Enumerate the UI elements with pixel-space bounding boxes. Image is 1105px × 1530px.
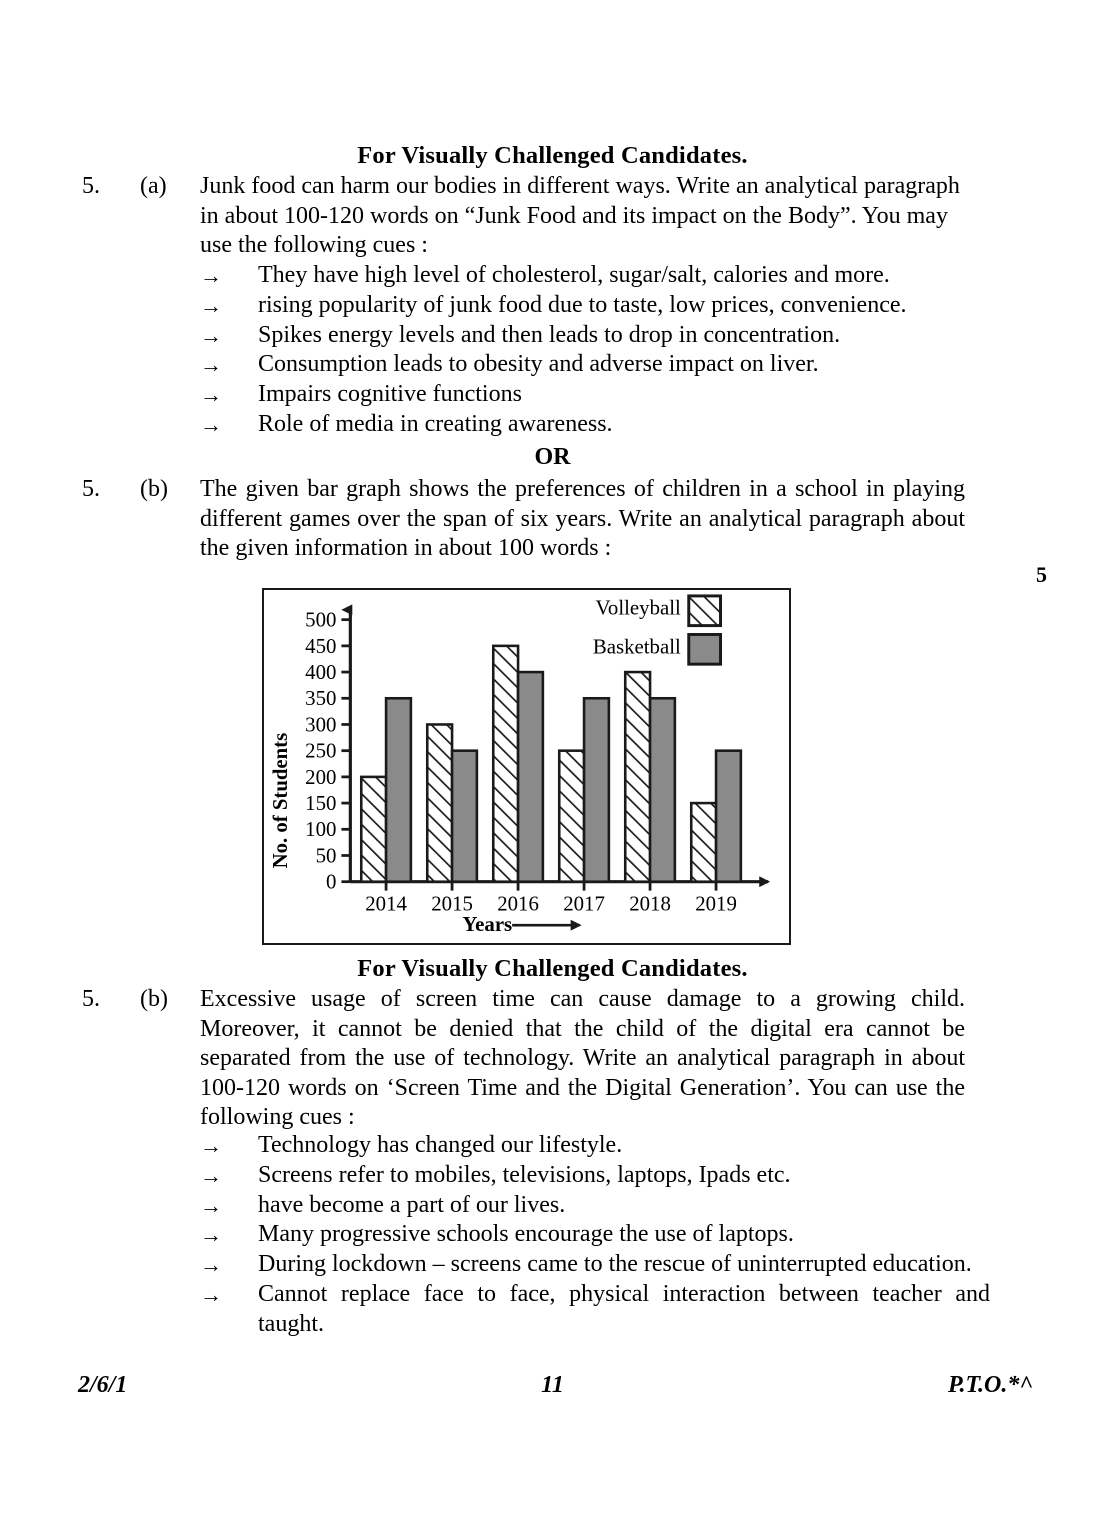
list-item-label: Impairs cognitive functions xyxy=(258,381,522,408)
vc-heading-top: For Visually Challenged Candidates. xyxy=(357,142,748,169)
list-item xyxy=(200,410,990,440)
bar-basketball-2017 xyxy=(584,698,609,881)
list-item-label: rising popularity of junk food due to taste, low prices, convenience. xyxy=(258,291,907,318)
y-tick-label: 200 xyxy=(305,765,337,789)
arrow-icon: → xyxy=(200,1133,222,1158)
x-tick-label: 2019 xyxy=(695,892,737,916)
page-footer xyxy=(0,1372,1105,1412)
footer-page-number: 11 xyxy=(541,1372,564,1398)
arrow-icon: → xyxy=(200,352,222,378)
y-tick-label: 400 xyxy=(305,661,337,684)
bar-basketball-2016 xyxy=(518,672,543,882)
list-item xyxy=(200,321,990,351)
question-5a xyxy=(0,172,1105,261)
question-5b-vc-number: 5. xyxy=(82,986,100,1012)
arrow-icon: → xyxy=(200,382,222,408)
question-5b-vc-text: Excessive usage of screen time can cause damage to a growing child. Moreover, it cannot be denied that the child of the digital era cannot be separated from the use of technology. Write an analytical paragraph in about 100-120 words on ‘Screen Time and the Digital Generation’. You can use the following cues : xyxy=(200,986,965,1130)
list-item-label: Screens refer to mobiles, televisions, laptops, Ipads etc. xyxy=(258,1161,791,1188)
list-item xyxy=(200,380,990,410)
x-tick-label: 2017 xyxy=(563,892,605,916)
y-tick-label: 350 xyxy=(305,687,337,711)
list-item xyxy=(200,1250,990,1280)
arrow-icon: → xyxy=(200,263,222,288)
bar-basketball-2014 xyxy=(386,698,411,881)
vc-heading-bottom: For Visually Challenged Candidates. xyxy=(357,955,748,982)
question-5b-vc-cue-list xyxy=(200,1131,990,1340)
list-item-label: Technology has changed our lifestyle. xyxy=(258,1132,623,1158)
arrow-icon: → xyxy=(200,1252,222,1278)
list-item-label: Role of media in creating awareness. xyxy=(258,410,613,437)
bar-volleyball-2014 xyxy=(361,777,386,882)
question-5b-graph xyxy=(0,475,1105,587)
question-5b-vc xyxy=(0,985,1105,1133)
arrow-icon: → xyxy=(200,292,222,318)
legend-label-volleyball: Volleyball xyxy=(595,596,681,620)
question-5b-graph-part: (b) xyxy=(140,476,168,502)
y-tick-label: 500 xyxy=(305,608,337,632)
question-5a-cue-list xyxy=(200,261,990,440)
list-item-label: Cannot replace face to face, physical interaction between teacher and taught. xyxy=(258,1280,990,1337)
or-divider-label: OR xyxy=(534,444,571,470)
list-item xyxy=(200,261,990,291)
y-axis-ticks xyxy=(305,609,350,894)
list-item xyxy=(200,1280,990,1340)
bar-volleyball-2017 xyxy=(559,751,584,882)
legend-swatch-basketball xyxy=(689,634,721,664)
arrow-icon: → xyxy=(200,1222,222,1248)
list-item-label: have become a part of our lives. xyxy=(258,1191,566,1218)
bar-basketball-2018 xyxy=(650,698,675,881)
arrow-icon: → xyxy=(200,1192,222,1218)
bar-group xyxy=(361,646,741,882)
list-item xyxy=(200,1161,990,1191)
x-axis-labels xyxy=(365,892,737,915)
list-item xyxy=(200,350,990,380)
question-5b-graph-number: 5. xyxy=(82,476,100,502)
footer-pto: P.T.O.*^ xyxy=(947,1372,1033,1398)
bar-volleyball-2019 xyxy=(691,803,716,882)
y-tick-label: 0 xyxy=(326,870,337,894)
bar-volleyball-2018 xyxy=(625,672,650,882)
question-5a-number: 5. xyxy=(82,173,100,199)
bar-volleyball-2016 xyxy=(493,646,518,882)
footer-paper-code: 2/6/1 xyxy=(78,1372,128,1398)
marks-value: 5 xyxy=(1036,562,1047,587)
question-5b-graph-text: The given bar graph shows the preferences of children in a school in playing different games over the span of six years. Write an analytical paragraph about the given information in about 100 words : xyxy=(200,476,965,561)
y-tick-label: 250 xyxy=(305,739,337,763)
legend-swatch-volleyball xyxy=(689,596,721,626)
list-item-label: Many progressive schools encourage the use of laptops. xyxy=(258,1221,794,1248)
arrow-icon: → xyxy=(200,322,222,348)
bar-basketball-2015 xyxy=(452,751,477,882)
x-axis-label: Years xyxy=(462,913,513,937)
list-item-label: They have high level of cholesterol, sugar/salt, calories and more. xyxy=(258,262,890,288)
legend-label-basketball: Basketball xyxy=(592,635,681,659)
chart-legend xyxy=(593,596,721,664)
question-5b-vc-part: (b) xyxy=(140,986,168,1012)
list-item xyxy=(200,1191,990,1221)
list-item-label: Spikes energy levels and then leads to drop in concentration. xyxy=(258,321,841,348)
y-tick-label: 300 xyxy=(305,713,337,737)
y-tick-label: 100 xyxy=(305,818,337,842)
arrow-icon: → xyxy=(200,411,222,437)
arrow-icon: → xyxy=(200,1162,222,1188)
bar-basketball-2019 xyxy=(716,751,741,882)
list-item xyxy=(200,291,990,321)
arrow-icon: → xyxy=(200,1281,222,1307)
bar-chart-svg xyxy=(264,590,789,943)
list-item xyxy=(200,1131,990,1161)
list-item xyxy=(200,1220,990,1250)
x-tick-label: 2014 xyxy=(365,892,407,916)
x-tick-label: 2015 xyxy=(431,892,473,916)
y-tick-label: 150 xyxy=(305,792,337,815)
bar-chart xyxy=(262,588,791,945)
question-5a-part: (a) xyxy=(140,173,167,199)
bar-volleyball-2015 xyxy=(427,724,452,881)
list-item-label: During lockdown – screens came to the rescue of uninterrupted education. xyxy=(258,1251,972,1278)
y-tick-label: 450 xyxy=(305,634,337,658)
y-axis-label: No. of Students xyxy=(268,732,292,869)
x-tick-label: 2016 xyxy=(497,892,539,916)
list-item-label: Consumption leads to obesity and adverse impact on liver. xyxy=(258,351,819,378)
question-5a-text: Junk food can harm our bodies in different ways. Write an analytical paragraph in about 100-120 words on “Junk Food and its impact on the Body”. You may use the following cues : xyxy=(200,173,960,258)
y-tick-label: 50 xyxy=(315,844,337,868)
x-tick-label: 2018 xyxy=(629,892,671,916)
